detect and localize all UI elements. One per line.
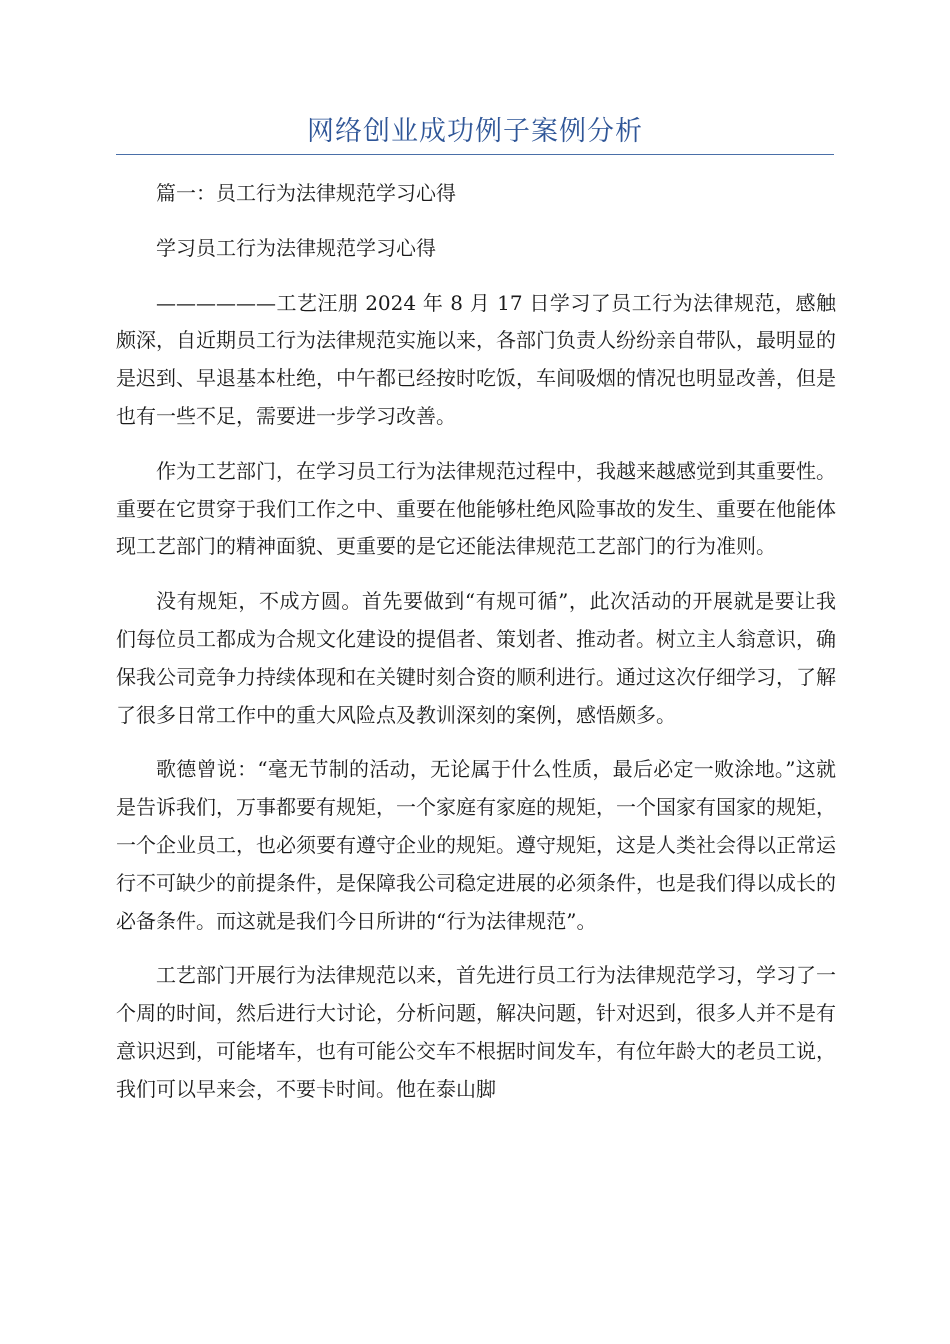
document-body [116, 175, 836, 1126]
body-paragraph: ——————工艺汪朋 2024 年 8 月 17 日学习了员工行为法律规范，感触颇深，自近期员工行为法律规范实施以来，各部门负责人纷纷亲自带队，最明显的是迟到、早退基本杜绝，中午都已经按时吃饭，车间吸烟的情况也明显改善，但是也有一些不足，需要进一步学习改善。 [116, 290, 836, 428]
article-subtitle: 学习员工行为法律规范学习心得 [156, 235, 436, 260]
title-underline [116, 154, 834, 155]
document-title: 网络创业成功例子案例分析 [307, 116, 643, 147]
body-paragraph: 作为工艺部门，在学习员工行为法律规范过程中，我越来越感觉到其重要性。重要在它贯穿于我们工作之中、重要在他能够杜绝风险事故的发生、重要在他能体现工艺部门的精神面貌、更重要的是它还能法律规范工艺部门的行为准则。 [116, 458, 836, 559]
body-paragraph: 工艺部门开展行为法律规范以来，首先进行员工行为法律规范学习，学习了一个周的时间，然后进行大讨论，分析问题，解决问题，针对迟到，很多人并不是有意识迟到，可能堵车，也有可能公交车不根据时间发车，有位年龄大的老员工说，我们可以早来会，不要卡时间。他在泰山脚 [116, 963, 836, 1101]
section-heading: 篇一：员工行为法律规范学习心得 [156, 181, 456, 205]
body-paragraph: 歌德曾说：“毫无节制的活动，无论属于什么性质，最后必定一败涂地。”这就是告诉我们，万事都要有规矩，一个家庭有家庭的规矩，一个国家有国家的规矩，一个企业员工，也必须要有遵守企业的规矩。遵守规矩，这是人类社会得以正常运行不可缺少的前提条件，是保障我公司稳定进展的必须条件，也是我们得以成长的必备条件。而这就是我们今日所讲的“行为法律规范”。 [116, 757, 836, 933]
body-paragraph: 没有规矩，不成方圆。首先要做到“有规可循”，此次活动的开展就是要让我们每位员工都成为合规文化建设的提倡者、策划者、推动者。树立主人翁意识，确保我公司竞争力持续体现和在关键时刻合资的顺利进行。通过这次仔细学习，了解了很多日常工作中的重大风险点及教训深刻的案例，感悟颇多。 [116, 589, 836, 727]
